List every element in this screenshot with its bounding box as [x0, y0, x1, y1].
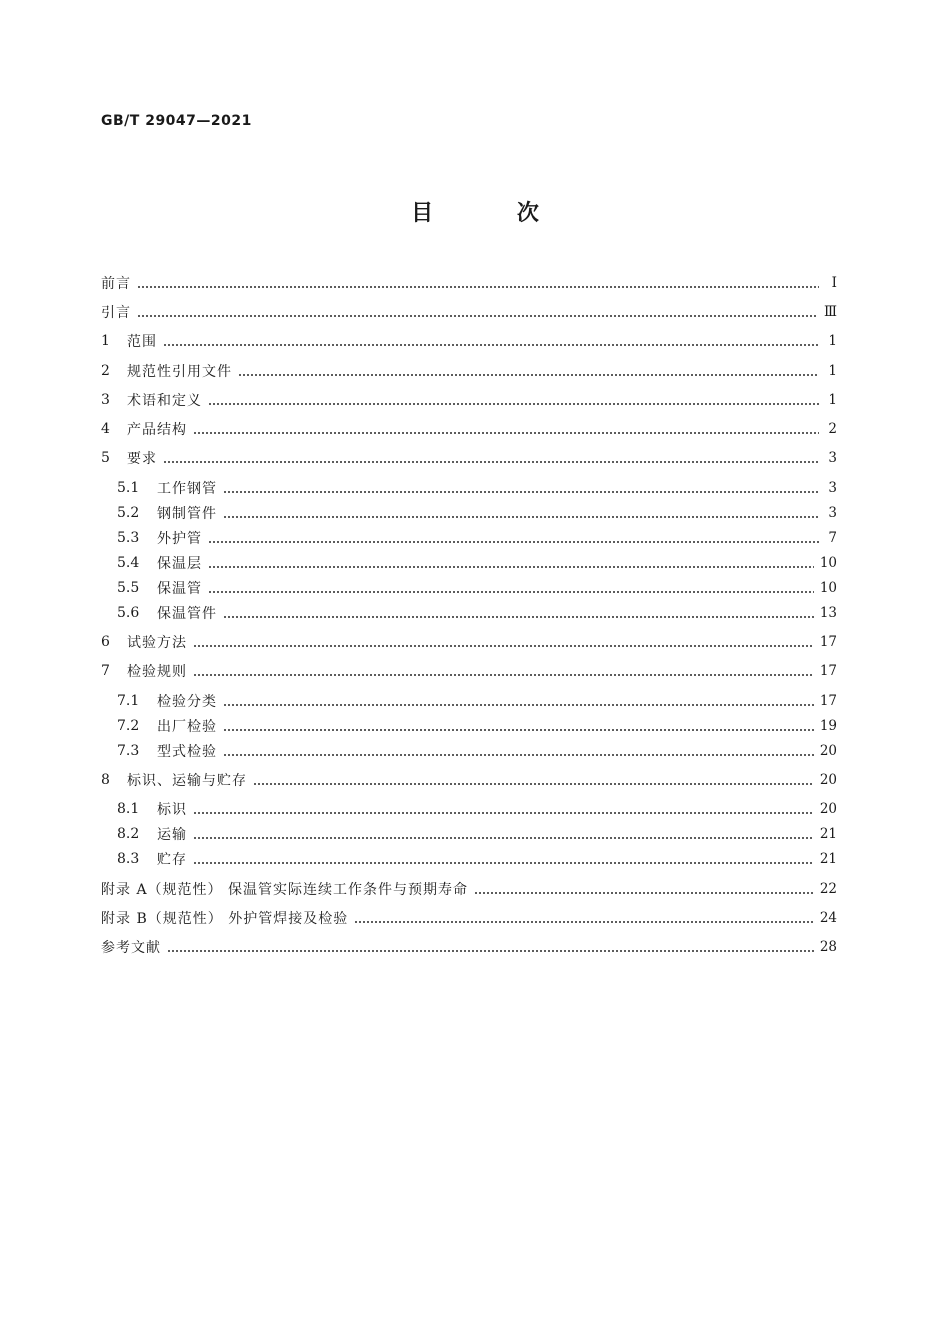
toc-entry-page: 13 — [819, 605, 837, 621]
toc-entry-label: 保温层 — [157, 556, 202, 572]
toc-entry[interactable] — [101, 301, 837, 323]
toc-title: 目 次 — [411, 201, 577, 226]
toc-entry-page: 3 — [828, 505, 837, 521]
toc-entry[interactable] — [117, 552, 837, 574]
toc-entry-number: 5.2 — [117, 505, 140, 521]
toc-entry-page: 2 — [828, 421, 837, 437]
toc-entry-page: 1 — [828, 333, 837, 349]
toc-entry[interactable] — [101, 360, 837, 382]
toc-entry-label: 检验分类 — [157, 694, 217, 710]
toc-entry-label: 前言 — [101, 276, 131, 292]
dot-leader — [238, 364, 819, 378]
toc-entry-label: 出厂检验 — [157, 719, 217, 735]
toc-entry-label: 附录 B（规范性） 外护管焊接及检验 — [101, 911, 349, 927]
toc-entry[interactable] — [101, 769, 837, 791]
dot-leader — [223, 719, 814, 733]
toc-entry-label: 型式检验 — [157, 744, 217, 760]
toc-entry-label: 工作钢管 — [157, 481, 217, 497]
toc-entry-label: 要求 — [127, 451, 157, 467]
toc-entry-page: 10 — [819, 580, 837, 596]
toc-entry-number: 8.1 — [117, 801, 140, 817]
toc-entry-number: 6 — [101, 634, 110, 650]
toc-entry-page: 19 — [819, 718, 837, 734]
toc-entry-number: 7.3 — [117, 743, 140, 759]
toc-entry-page: 17 — [819, 663, 837, 679]
toc-entry-number: 5.4 — [117, 555, 140, 571]
toc-entry-page: 10 — [819, 555, 837, 571]
toc-entry-label: 术语和定义 — [127, 393, 202, 409]
toc-entry[interactable] — [101, 389, 837, 411]
toc-entry-number: 3 — [101, 392, 110, 408]
toc-entry[interactable] — [117, 740, 837, 762]
toc-entry-number: 1 — [101, 333, 110, 349]
toc-entry-page: 17 — [819, 634, 837, 650]
toc-entry-label: 范围 — [127, 334, 157, 350]
dot-leader — [137, 305, 818, 319]
toc-entry-number: 5 — [101, 450, 110, 466]
toc-entry-page: 24 — [819, 910, 837, 926]
toc-entry[interactable] — [117, 715, 837, 737]
toc-entry-number: 7.2 — [117, 718, 140, 734]
dot-leader — [163, 451, 819, 465]
toc-entry-page: 17 — [819, 693, 837, 709]
toc-entry[interactable] — [117, 690, 837, 712]
toc-entry[interactable] — [117, 477, 837, 499]
dot-leader — [223, 481, 819, 495]
toc-entry-number: 8.3 — [117, 851, 140, 867]
toc-entry[interactable] — [101, 878, 837, 900]
toc-entry-label: 规范性引用文件 — [127, 364, 232, 380]
toc-entry-label: 附录 A（规范性） 保温管实际连续工作条件与预期寿命 — [101, 882, 469, 898]
toc-entry[interactable] — [101, 418, 837, 440]
toc-entry-number: 4 — [101, 421, 110, 437]
toc-entry-label: 引言 — [101, 305, 131, 321]
toc-entry-page: 28 — [819, 939, 837, 955]
toc-entry-label: 标识、运输与贮存 — [127, 773, 247, 789]
toc-entry-label: 标识 — [157, 802, 187, 818]
toc-entry-number: 5.5 — [117, 580, 140, 596]
toc-entry-label: 保温管件 — [157, 606, 217, 622]
dot-leader — [223, 606, 814, 620]
toc-entry-page: Ⅰ — [831, 275, 837, 291]
dot-leader — [223, 744, 814, 758]
toc-entry-label: 钢制管件 — [157, 506, 217, 522]
toc-entry-page: 1 — [828, 363, 837, 379]
toc-entry-label: 试验方法 — [127, 635, 187, 651]
standard-code: GB/T 29047—2021 — [101, 113, 252, 129]
toc-entry[interactable] — [117, 527, 837, 549]
dot-leader — [163, 334, 819, 348]
toc-entry-label: 检验规则 — [127, 664, 187, 680]
toc-entry-number: 8 — [101, 772, 110, 788]
toc-entry-label: 贮存 — [157, 852, 187, 868]
toc-entry-page: 1 — [828, 392, 837, 408]
toc-entry[interactable] — [117, 823, 837, 845]
toc-entry[interactable] — [101, 631, 837, 653]
toc-entry-page: 22 — [819, 881, 837, 897]
toc-entry-number: 5.6 — [117, 605, 140, 621]
dot-leader — [223, 506, 819, 520]
dot-leader — [474, 882, 814, 896]
toc-entry-page: 20 — [819, 801, 837, 817]
toc-entry-number: 5.3 — [117, 530, 140, 546]
toc-entry[interactable] — [117, 798, 837, 820]
toc-entry[interactable] — [101, 330, 837, 352]
dot-leader — [208, 556, 814, 570]
dot-leader — [253, 773, 814, 787]
toc-entry-label: 参考文献 — [101, 940, 161, 956]
toc-entry[interactable] — [101, 447, 837, 469]
toc-entry-number: 2 — [101, 363, 110, 379]
toc-entry-page: 3 — [828, 480, 837, 496]
dot-leader — [223, 694, 814, 708]
toc-entry-page: 20 — [819, 772, 837, 788]
toc-entry[interactable] — [117, 602, 837, 624]
toc-entry[interactable] — [101, 936, 837, 958]
dot-leader — [193, 852, 814, 866]
dot-leader — [137, 276, 819, 290]
toc-entry-label: 保温管 — [157, 581, 202, 597]
dot-leader — [208, 393, 819, 407]
toc-entry[interactable] — [101, 660, 837, 682]
toc-entry-label: 产品结构 — [127, 422, 187, 438]
dot-leader — [167, 940, 814, 954]
toc-entry[interactable] — [117, 577, 837, 599]
toc-entry-label: 外护管 — [157, 531, 202, 547]
toc-entry-page: 3 — [828, 450, 837, 466]
toc-entry-label: 运输 — [157, 827, 187, 843]
toc-entry[interactable] — [101, 272, 837, 294]
toc-entry[interactable] — [117, 848, 837, 870]
dot-leader — [193, 827, 814, 841]
toc-entry-number: 7.1 — [117, 693, 140, 709]
dot-leader — [193, 635, 814, 649]
dot-leader — [193, 422, 819, 436]
toc-entry[interactable] — [101, 907, 837, 929]
toc-entry-page: 20 — [819, 743, 837, 759]
toc-entry-page: Ⅲ — [823, 304, 837, 320]
toc-entry-number: 5.1 — [117, 480, 140, 496]
toc-entry-number: 7 — [101, 663, 110, 679]
toc-entry-number: 8.2 — [117, 826, 140, 842]
dot-leader — [208, 531, 819, 545]
dot-leader — [354, 911, 814, 925]
toc-entry-page: 21 — [819, 851, 837, 867]
toc-entry-page: 7 — [828, 530, 837, 546]
toc-entry[interactable] — [117, 502, 837, 524]
dot-leader — [193, 802, 814, 816]
dot-leader — [208, 581, 814, 595]
dot-leader — [193, 664, 814, 678]
toc-entry-page: 21 — [819, 826, 837, 842]
